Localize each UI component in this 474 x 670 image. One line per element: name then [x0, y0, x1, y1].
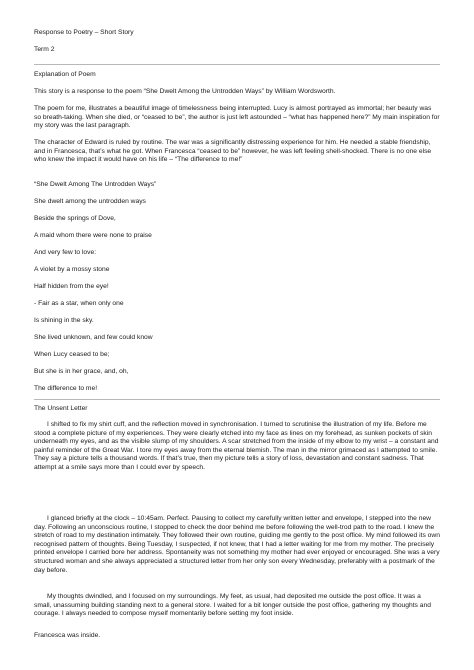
poem-line: The difference to me! — [34, 385, 98, 392]
poem-line: Beside the springs of Dove, — [34, 215, 116, 222]
poem-line: She dwelt among the untrodden ways — [34, 198, 146, 205]
poem-line: She lived unknown, and few could know — [34, 334, 153, 341]
poem-line: When Lucy ceased to be; — [34, 351, 110, 358]
poem-line: But she is in her grace, and, oh, — [34, 368, 129, 375]
paragraph: I shifted to fix my shirt cuff, and the reflection moved in synchronisation. I turned to scrutinise the illustration of my life. Before me stood a complete picture of my experiences. They were clearly etched into my face as lines on my forehead, as sunken pockets of skin underneath my eyes, and as the visible slump of my shoulders. A scar stretched from the inside of my elbow to my wrist – a constant and painful reminder of the Great War. I tore my eyes away from the eternal blemish. The man in the mirror grimaced as I attempted to smile. They say a picture tells a thousand words. If that’s true, then my picture tells a story of loss, devastation and constant sadness. That attempt at a smile says more than I could ever by speech. — [34, 421, 439, 471]
poem-line: - Fair as a star, when only one — [34, 300, 124, 307]
poem-line: A maid whom there were none to praise — [34, 232, 152, 239]
paragraph: This story is a response to the poem “She Dwelt Among the Untrodden Ways” by William Wordsworth. — [34, 88, 336, 95]
section-heading-story: The Unsent Letter — [34, 405, 88, 412]
paragraph: The character of Edward is ruled by routine. The war was a significantly distressing experience for him. He needed a stable friendship, and in Francesca, that’s what he got. When Francesca “ceased to be” however, he was left feeling shell-shocked. There is no one else who knew the impact it would have on his life – “The difference to me!” — [34, 139, 432, 164]
poem-title: “She Dwelt Among The Untrodden Ways” — [34, 181, 157, 188]
paragraph: I glanced briefly at the clock – 10:45am. Perfect. Pausing to collect my carefully written letter and envelope, I stepped into the new day. Following an unconscious routine, I stopped to check the door behind me before following the well-trod path to the road. I knew the stretch of road to my destination intimately. They followed their own routine, guiding me gently to the post office. My mind followed its own recognised pattern of thoughts. Being Tuesday, I suspected, if not knew, that I had a letter waiting for me from my mother. The precisely printed envelope I carried bore her address. Spontaneity was not something my mother had ever enjoyed or encouraged. She was a very structured woman and she always appreciated a structured letter from her only son every Wednesday, preferably with a postmark of the day before. — [34, 515, 440, 574]
term-label: Term 2 — [34, 46, 55, 53]
section-heading-explanation: Explanation of Poem — [34, 71, 96, 78]
poem-line: Is shining in the sky. — [34, 317, 94, 324]
divider — [34, 64, 440, 65]
paragraph: Francesca was inside. — [34, 632, 101, 639]
divider — [34, 399, 440, 400]
poem-line: Half hidden from the eye! — [34, 283, 109, 290]
paragraph: The poem for me, illustrates a beautiful image of timelessness being interrupted. Lucy is almost portrayed as immortal; her beauty was so breath-taking. When she died, or “ceased to be”, the author is just left astounded – “what has happened here?” My main inspiration for my story was the last paragraph. — [34, 105, 440, 130]
poem-line: A violet by a mossy stone — [34, 266, 110, 273]
document-title: Response to Poetry – Short Story — [34, 29, 134, 36]
poem-line: And very few to love: — [34, 249, 97, 256]
paragraph: My thoughts dwindled, and I focused on my surroundings. My feet, as usual, had deposited me outside the post office. It was a small, unassuming building standing next to a general store. I waited for a bit longer outside the post office, gathering my thoughts and courage. I always needed to compose myself momentarily before setting my foot inside. — [34, 593, 431, 618]
